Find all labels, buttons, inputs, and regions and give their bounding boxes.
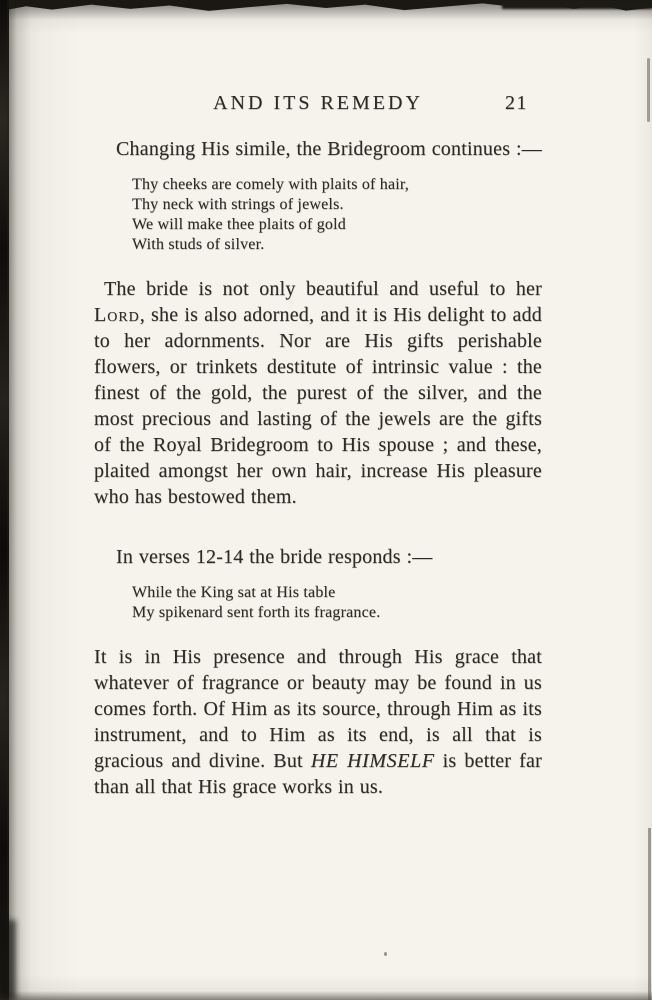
verse-line: With studs of silver.	[132, 236, 265, 253]
scan-artifact-bottom-edge	[0, 991, 652, 1000]
lord-smallcaps: Lord	[94, 304, 140, 326]
paragraph-text: is better far than all that His grace works in us.	[94, 750, 542, 798]
verse-quote-spikenard	[132, 583, 542, 623]
paragraph-bride-responds	[94, 544, 542, 570]
verse-line: Thy neck with strings of jewels.	[132, 196, 344, 213]
scan-artifact-top-right-edge	[502, 0, 652, 9]
running-header-title: AND ITS REMEDY	[213, 92, 423, 114]
paragraph-text: It is in His presence and through His grace that whatever of fragrance or beauty may be found in us comes forth. Of Him as its source, through Him as its instrument, and to Him as its end, is all that is gracious and divine. But	[94, 646, 542, 772]
paragraph-text: The bride is not only beautiful and useful to her	[104, 278, 542, 300]
verse-line: While the King sat at His table	[132, 584, 336, 601]
page-content	[94, 92, 542, 800]
running-header	[94, 92, 542, 118]
paragraph-he-himself	[94, 644, 542, 800]
scan-artifact-speck	[384, 952, 387, 956]
scan-artifact-bottom-left-smudge	[0, 920, 16, 1000]
paragraph-bride-adorned	[94, 276, 542, 510]
verse-line: Thy cheeks are comely with plaits of hair,	[132, 176, 410, 193]
scan-artifact-right-mark-bottom	[648, 828, 651, 1000]
paragraph-text: , she is also adorned, and it is His delight to add to her adornments. Nor are His gifts perishable flowers, or trinkets destitute of intrinsic value : the finest of the gold, the purest of the silver, and the most precious and lasting of the jewels are the gifts of the Royal Bridegroom to His spouse ; and these, plaited amongst her own hair, increase His pleasure who has bestowed them.	[94, 304, 542, 508]
verse-quote-plaits-of-hair	[132, 175, 542, 255]
paragraph-text: In verses 12-14 the bride responds :—	[116, 546, 433, 568]
verse-line: My spikenard sent forth its fragrance.	[132, 604, 381, 621]
he-himself-emphasis: HE HIMSELF	[310, 750, 435, 772]
paragraph-text: Changing His simile, the Bridegroom continues :—	[116, 138, 542, 160]
scan-artifact-right-mark-top	[647, 58, 650, 122]
paragraph-bridegroom-continues	[94, 136, 542, 162]
verse-line: We will make thee plaits of gold	[132, 216, 346, 233]
page-number: 21	[505, 92, 528, 114]
scan-artifact-gutter-shadow	[7, 0, 31, 1000]
